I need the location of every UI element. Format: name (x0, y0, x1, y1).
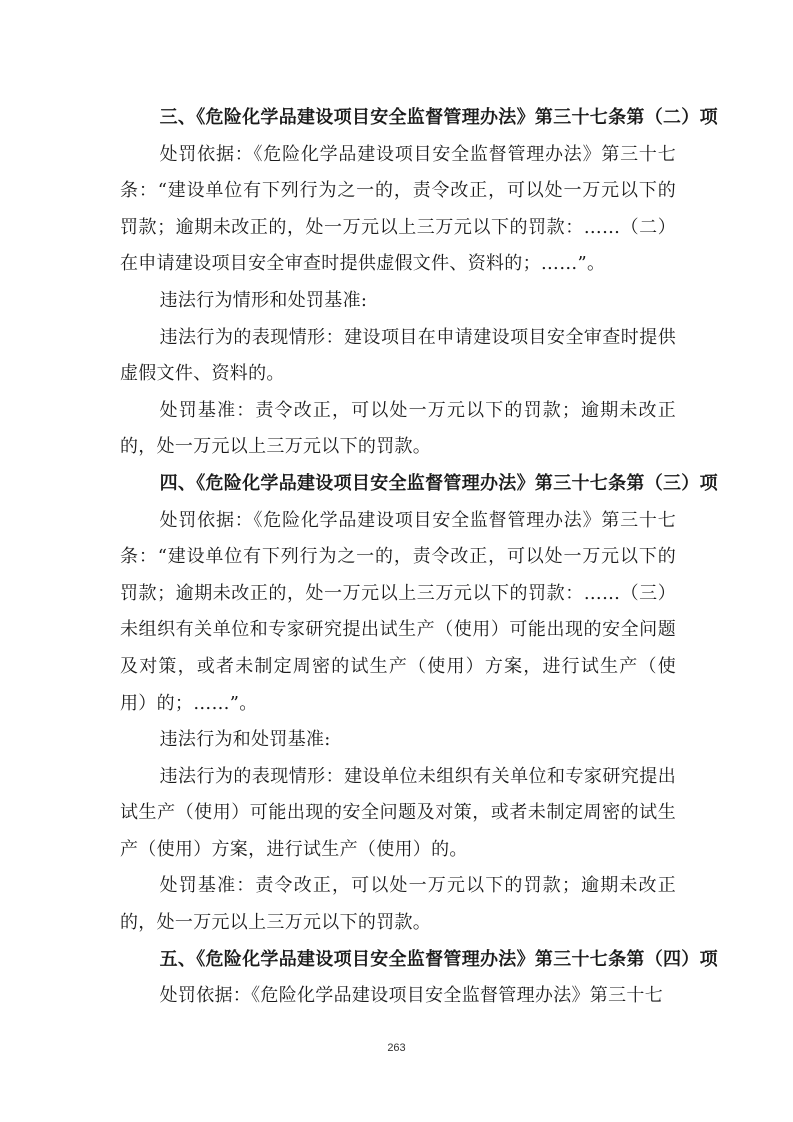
penalty-standard-paragraph: 处罚基准：责令改正，可以处一万元以下的罚款；逾期未改正的，处一万元以上三万元以下的罚款。 (120, 399, 676, 458)
page-number: 263 (387, 1042, 406, 1054)
penalty-standard-paragraph: 处罚基准：责令改正，可以处一万元以下的罚款；逾期未改正的，处一万元以上三万元以下的罚款。 (120, 875, 676, 934)
section-heading-4: 四、《危险化学品建设项目安全监督管理办法》第三十七条第（三）项 (159, 472, 718, 494)
violation-situation-paragraph: 违法行为的表现情形：建设项目在申请建设项目安全审查时提供虚假文件、资料的。 (120, 326, 676, 385)
standard-title: 违法行为情形和处罚基准: (159, 289, 368, 311)
section-heading-5: 五、《危险化学品建设项目安全监督管理办法》第三十七条第（四）项 (159, 948, 718, 970)
penalty-basis-paragraph: 处罚依据：《危险化学品建设项目安全监督管理办法》第三十七 (159, 985, 663, 1007)
standard-title: 违法行为和处罚基准: (159, 729, 331, 751)
section-heading-3: 三、《危险化学品建设项目安全监督管理办法》第三十七条第（二）项 (159, 107, 718, 128)
page-content (120, 100, 718, 1015)
penalty-basis-paragraph: 处罚依据：《危险化学品建设项目安全监督管理办法》第三十七条：“建设单位有下列行为之一的，责令改正，可以处一万元以下的罚款；逾期未改正的，处一万元以上三万元以下的罚款：……（三）未组织有关单位和专家研究提出试生产（使用）可能出现的安全问题及对策，或者未制定周密的试生产（使用）方案，进行试生产（使用）的；……”。 (120, 509, 676, 714)
violation-situation-paragraph: 违法行为的表现情形：建设单位未组织有关单位和专家研究提出试生产（使用）可能出现的安全问题及对策，或者未制定周密的试生产（使用）方案，进行试生产（使用）的。 (120, 765, 676, 860)
penalty-basis-paragraph: 处罚依据：《危险化学品建设项目安全监督管理办法》第三十七条：“建设单位有下列行为之一的，责令改正，可以处一万元以下的罚款；逾期未改正的，处一万元以上三万元以下的罚款：……（二）在申请建设项目安全审查时提供虚假文件、资料的；……”。 (120, 143, 676, 275)
